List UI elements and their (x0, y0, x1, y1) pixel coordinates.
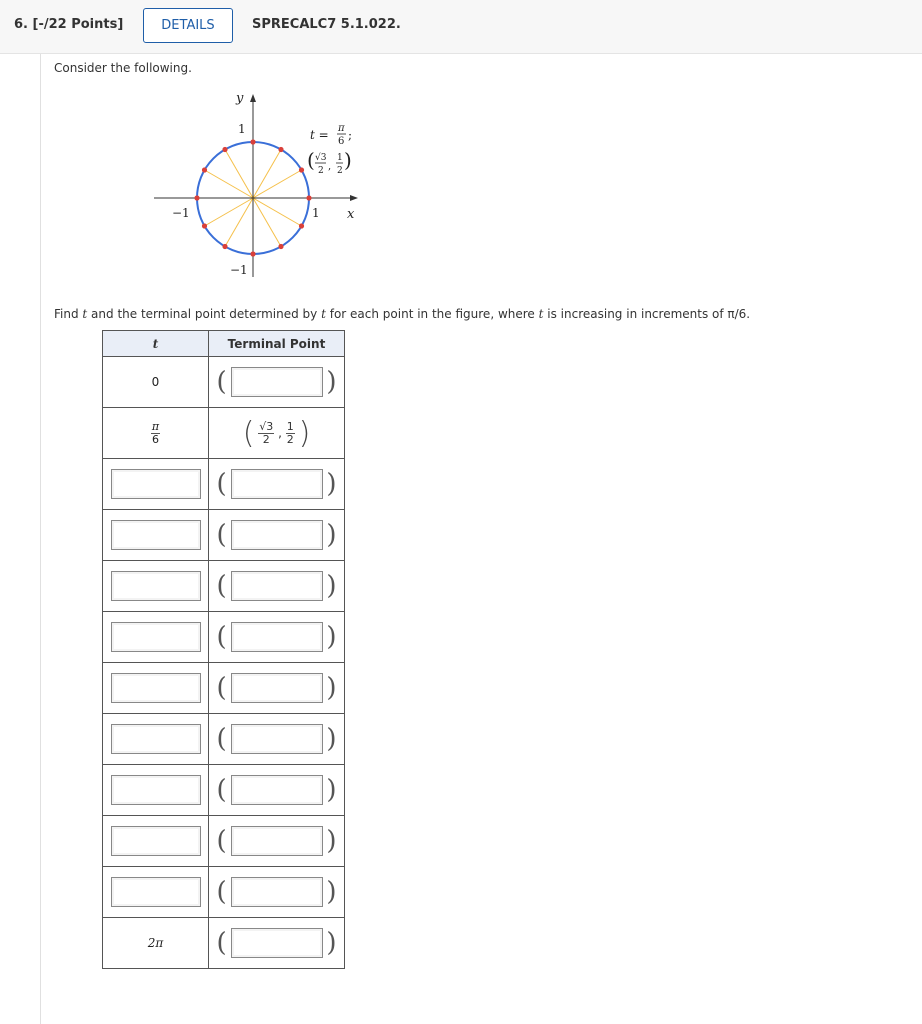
svg-text:,: , (328, 161, 332, 172)
pi-label: π (338, 123, 345, 134)
terminal-point-cell: ( ) (209, 561, 345, 612)
terminal-point-cell: ( ) (209, 816, 345, 867)
spoke-line (253, 198, 301, 226)
t-cell (103, 816, 209, 867)
t-input[interactable] (111, 775, 201, 805)
t-input[interactable] (111, 826, 201, 856)
left-divider (40, 54, 41, 1024)
t-input[interactable] (111, 571, 201, 601)
terminal-point-cell: ( ) (209, 459, 345, 510)
terminal-point-input[interactable] (231, 520, 323, 550)
table-row (103, 714, 345, 765)
table-row (103, 816, 345, 867)
table-row (103, 510, 345, 561)
terminal-point-dot (299, 223, 304, 228)
terminal-point-dot (278, 147, 283, 152)
terminal-point-dot (306, 195, 311, 200)
question-header (0, 0, 922, 54)
spoke-line (225, 198, 253, 246)
svg-text:(: ( (307, 148, 315, 172)
t-cell (103, 714, 209, 765)
tick-neg-y: −1 (230, 263, 248, 277)
t-cell (103, 765, 209, 816)
prompt-text: Consider the following. (54, 61, 192, 75)
question-id: SPRECALC7 5.1.022. (252, 17, 401, 32)
y-axis-arrow (250, 94, 256, 102)
t-input[interactable] (111, 673, 201, 703)
t-equals-label: t = (310, 128, 329, 142)
t-cell (103, 663, 209, 714)
terminal-point-dot (202, 167, 207, 172)
terminal-point-cell: ( ) (209, 765, 345, 816)
terminal-point-cell: ( ) (209, 510, 345, 561)
t-cell (103, 867, 209, 918)
tick-neg-x: −1 (172, 206, 190, 220)
t-value-0: 0 (103, 357, 209, 408)
t-input[interactable] (111, 877, 201, 907)
answer-table (102, 330, 345, 969)
table-row (103, 663, 345, 714)
terminal-point-input[interactable] (231, 367, 323, 397)
t-input[interactable] (111, 469, 201, 499)
terminal-point-input[interactable] (231, 877, 323, 907)
terminal-point-cell: ( ) (209, 357, 345, 408)
x-axis-arrow (350, 195, 358, 201)
terminal-point-cell: ( ) (209, 612, 345, 663)
t-cell (103, 561, 209, 612)
terminal-point-dot (202, 223, 207, 228)
terminal-point-cell: ( ) (209, 867, 345, 918)
terminal-point-input[interactable] (231, 571, 323, 601)
table-row (103, 867, 345, 918)
t-value-pi-over-6: $\frac{\pi}{6}$ (103, 408, 209, 459)
terminal-point-dot (194, 195, 199, 200)
y-axis-label: y (236, 91, 244, 106)
spoke-line (205, 198, 253, 226)
tick-pos-y: 1 (238, 122, 246, 136)
details-button[interactable]: DETAILS (143, 8, 233, 43)
terminal-point-cell: ( ) (209, 918, 345, 969)
question-points: 6. [-/22 Points] (14, 17, 124, 32)
terminal-point-input[interactable] (231, 673, 323, 703)
spoke-line (253, 150, 281, 198)
unit-circle-figure (140, 85, 380, 285)
table-row (103, 918, 345, 969)
spoke-line (253, 198, 281, 246)
terminal-point-input[interactable] (231, 775, 323, 805)
instruction-text: Find t and the terminal point determined by t for each point in the figure, where t is increasing in increments of π/6. (54, 307, 751, 321)
t-input[interactable] (111, 520, 201, 550)
spoke-line (253, 170, 301, 198)
terminal-point-cell: ( ) (209, 714, 345, 765)
t-cell (103, 612, 209, 663)
terminal-point-dot (278, 244, 283, 249)
terminal-point-input[interactable] (231, 928, 323, 958)
t-input[interactable] (111, 622, 201, 652)
table-row (103, 357, 345, 408)
t-cell (103, 459, 209, 510)
terminal-point-input[interactable] (231, 622, 323, 652)
spoke-line (225, 150, 253, 198)
svg-text:): ) (344, 148, 352, 172)
terminal-point-dot (250, 251, 255, 256)
terminal-point-dot (222, 244, 227, 249)
spoke-line (205, 170, 253, 198)
header-t: t (103, 331, 209, 357)
t-cell (103, 510, 209, 561)
terminal-point-static: ( $\frac{√3}{2}$ , $\frac{1}{2}$ ) (209, 408, 345, 459)
x-axis-label: x (347, 207, 355, 222)
table-row (103, 459, 345, 510)
terminal-point-dot (299, 167, 304, 172)
table-row (103, 408, 345, 459)
table-row (103, 612, 345, 663)
t-value-2pi: 2π (103, 918, 209, 969)
two-label-b: 2 (337, 166, 343, 176)
terminal-point-input[interactable] (231, 724, 323, 754)
terminal-point-cell: ( ) (209, 663, 345, 714)
semicolon-label: ; (348, 128, 353, 142)
sqrt3-label: √3 (315, 153, 327, 163)
tick-pos-x: 1 (312, 206, 320, 220)
header-terminal-point: Terminal Point (209, 331, 345, 357)
two-label-a: 2 (318, 166, 324, 176)
terminal-point-input[interactable] (231, 469, 323, 499)
one-label: 1 (337, 153, 343, 163)
terminal-point-input[interactable] (231, 826, 323, 856)
t-input[interactable] (111, 724, 201, 754)
terminal-point-dot (250, 139, 255, 144)
table-row (103, 765, 345, 816)
terminal-point-dot (222, 147, 227, 152)
six-label: 6 (338, 136, 345, 147)
table-row (103, 561, 345, 612)
